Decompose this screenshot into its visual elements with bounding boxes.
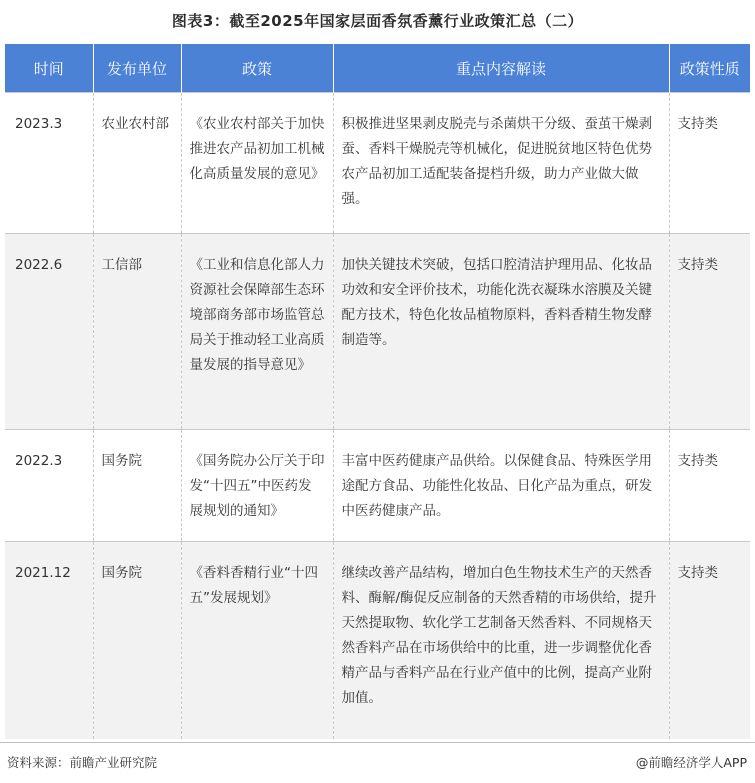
cell-nature: 支持类 bbox=[669, 542, 750, 739]
table-header-row bbox=[5, 44, 750, 93]
cell-nature: 支持类 bbox=[669, 93, 750, 234]
cell-time: 2023.3 bbox=[5, 93, 93, 234]
table-row bbox=[5, 542, 750, 739]
table-row bbox=[5, 234, 750, 430]
header-policy: 政策 bbox=[181, 44, 333, 93]
chart-title: 图表3：截至2025年国家层面香氛香薰行业政策汇总（二） bbox=[171, 12, 584, 30]
cell-policy: 《农业农村部关于加快推进农产品初加工机械化高质量发展的意见》 bbox=[181, 93, 333, 234]
source-note: 资料来源：前瞻产业研究院 bbox=[7, 755, 158, 770]
cell-policy: 《香料香精行业“十四五”发展规划》 bbox=[181, 542, 333, 739]
cell-time: 2022.3 bbox=[5, 430, 93, 542]
cell-nature: 支持类 bbox=[669, 430, 750, 542]
policy-table bbox=[5, 44, 750, 739]
cell-policy: 《国务院办公厅关于印发“十四五”中医药发展规划的通知》 bbox=[181, 430, 333, 542]
brand-credit: @前瞻经济学人APP bbox=[635, 755, 747, 770]
header-nature: 政策性质 bbox=[669, 44, 750, 93]
cell-content: 积极推进坚果剥皮脱壳与杀菌烘干分级、蚕茧干燥剥蚕、香料干燥脱壳等机械化，促进脱贫地区特色优势农产品初加工适配装备提档升级，助力产业做大做强。 bbox=[333, 93, 669, 234]
cell-policy: 《工业和信息化部人力资源社会保障部生态环境部商务部市场监管总局关于推动轻工业高质量发展的指导意见》 bbox=[181, 234, 333, 430]
cell-unit: 国务院 bbox=[93, 430, 181, 542]
header-time: 时间 bbox=[5, 44, 93, 93]
cell-content: 继续改善产品结构，增加白色生物技术生产的天然香料、酶解/酶促反应制备的天然香精的市场供给，提升天然提取物、软化学工艺制备天然香料、不同规格天然香料产品在市场供给中的比重，进一步调整优化香精产品与香料产品在行业产值中的比例，提高产业附加值。 bbox=[333, 542, 669, 739]
cell-unit: 农业农村部 bbox=[93, 93, 181, 234]
cell-unit: 国务院 bbox=[93, 542, 181, 739]
table-row bbox=[5, 93, 750, 234]
cell-content: 丰富中医药健康产品供给。以保健食品、特殊医学用途配方食品、功能性化妆品、日化产品为重点，研发中医药健康产品。 bbox=[333, 430, 669, 542]
header-unit: 发布单位 bbox=[93, 44, 181, 93]
table-row bbox=[5, 430, 750, 542]
cell-nature: 支持类 bbox=[669, 234, 750, 430]
footer bbox=[0, 742, 755, 783]
cell-content: 加快关键技术突破，包括口腔清洁护理用品、化妆品功效和安全评价技术，功能化洗衣凝珠水溶膜及关键配方技术，特色化妆品植物原料，香料香精生物发酵制造等。 bbox=[333, 234, 669, 430]
cell-time: 2021.12 bbox=[5, 542, 93, 739]
cell-time: 2022.6 bbox=[5, 234, 93, 430]
cell-unit: 工信部 bbox=[93, 234, 181, 430]
header-content: 重点内容解读 bbox=[333, 44, 669, 93]
